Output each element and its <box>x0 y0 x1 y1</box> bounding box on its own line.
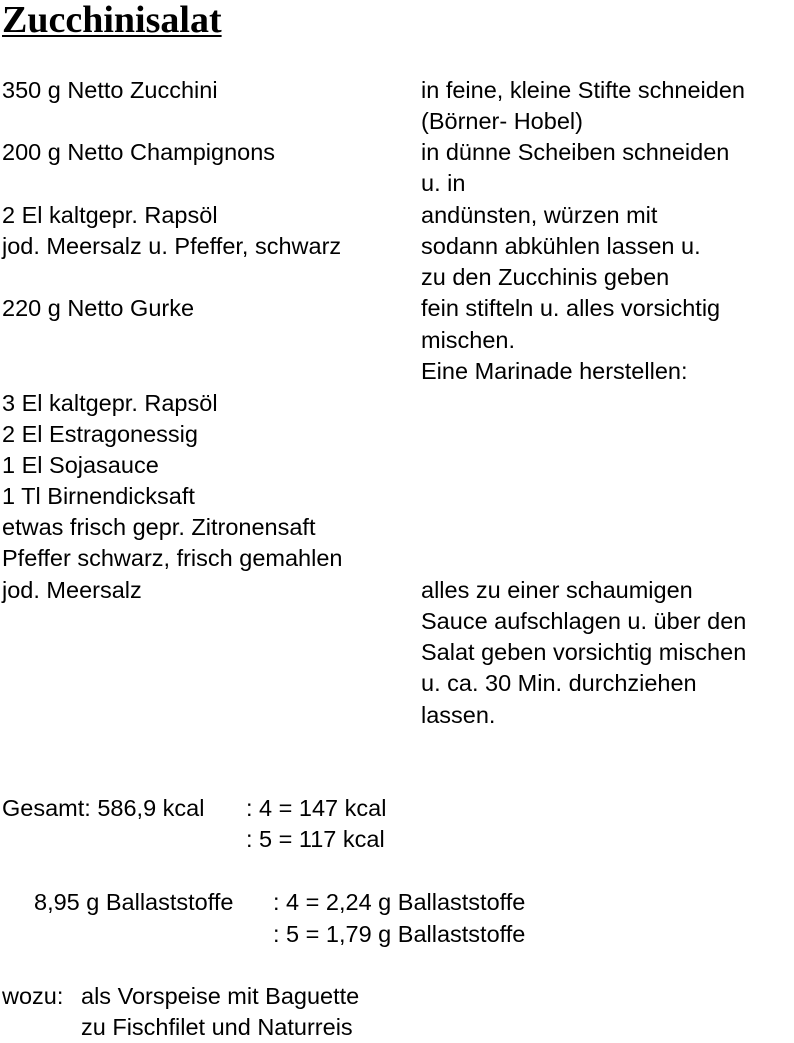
instruction-line: mischen. <box>421 327 516 353</box>
serving-suggestion: als Vorspeise mit Baguette <box>81 983 360 1009</box>
instruction-line: Salat geben vorsichtig mischen <box>421 639 747 665</box>
ingredient-line: 220 g Netto Gurke <box>2 295 195 321</box>
serving-label: wozu: <box>2 983 64 1009</box>
instruction-line: u. ca. 30 Min. durchziehen <box>421 670 697 696</box>
ingredient-line: jod. Meersalz <box>2 577 142 603</box>
instruction-line: u. in <box>421 170 466 196</box>
ingredient-line: Pfeffer schwarz, frisch gemahlen <box>2 545 343 571</box>
instruction-line: in feine, kleine Stifte schneiden <box>421 77 745 103</box>
instruction-line: Eine Marinade herstellen: <box>421 358 688 384</box>
ingredient-line: 3 El kaltgepr. Rapsöl <box>2 390 218 416</box>
instruction-line: zu den Zucchinis geben <box>421 264 670 290</box>
instruction-line: alles zu einer schaumigen <box>421 577 693 603</box>
kcal-per-4: : 4 = 147 kcal <box>246 795 387 821</box>
instruction-line: andünsten, würzen mit <box>421 202 658 228</box>
ingredient-line: etwas frisch gepr. Zitronensaft <box>2 514 316 540</box>
ingredient-line: 2 El kaltgepr. Rapsöl <box>2 202 218 228</box>
kcal-total: Gesamt: 586,9 kcal <box>2 795 205 821</box>
instruction-line: in dünne Scheiben schneiden <box>421 139 730 165</box>
ingredient-line: jod. Meersalz u. Pfeffer, schwarz <box>2 233 342 259</box>
instruction-line: (Börner- Hobel) <box>421 108 583 134</box>
fiber-per-4: : 4 = 2,24 g Ballaststoffe <box>273 889 526 915</box>
instruction-line: Sauce aufschlagen u. über den <box>421 608 747 634</box>
ingredient-line: 1 El Sojasauce <box>2 452 159 478</box>
instruction-line: sodann abkühlen lassen u. <box>421 233 701 259</box>
serving-suggestion: zu Fischfilet und Naturreis <box>81 1014 353 1040</box>
instruction-line: lassen. <box>421 702 496 728</box>
ingredient-line: 1 Tl Birnendicksaft <box>2 483 195 509</box>
ingredient-line: 350 g Netto Zucchini <box>2 77 218 103</box>
kcal-per-5: : 5 = 117 kcal <box>246 826 385 852</box>
ingredient-line: 2 El Estragonessig <box>2 421 198 447</box>
instruction-line: fein stifteln u. alles vorsichtig <box>421 295 721 321</box>
ingredient-line: 200 g Netto Champignons <box>2 139 276 165</box>
recipe-title: Zucchinisalat <box>2 0 222 41</box>
fiber-per-5: : 5 = 1,79 g Ballaststoffe <box>273 921 526 947</box>
fiber-total: 8,95 g Ballaststoffe <box>34 889 234 915</box>
